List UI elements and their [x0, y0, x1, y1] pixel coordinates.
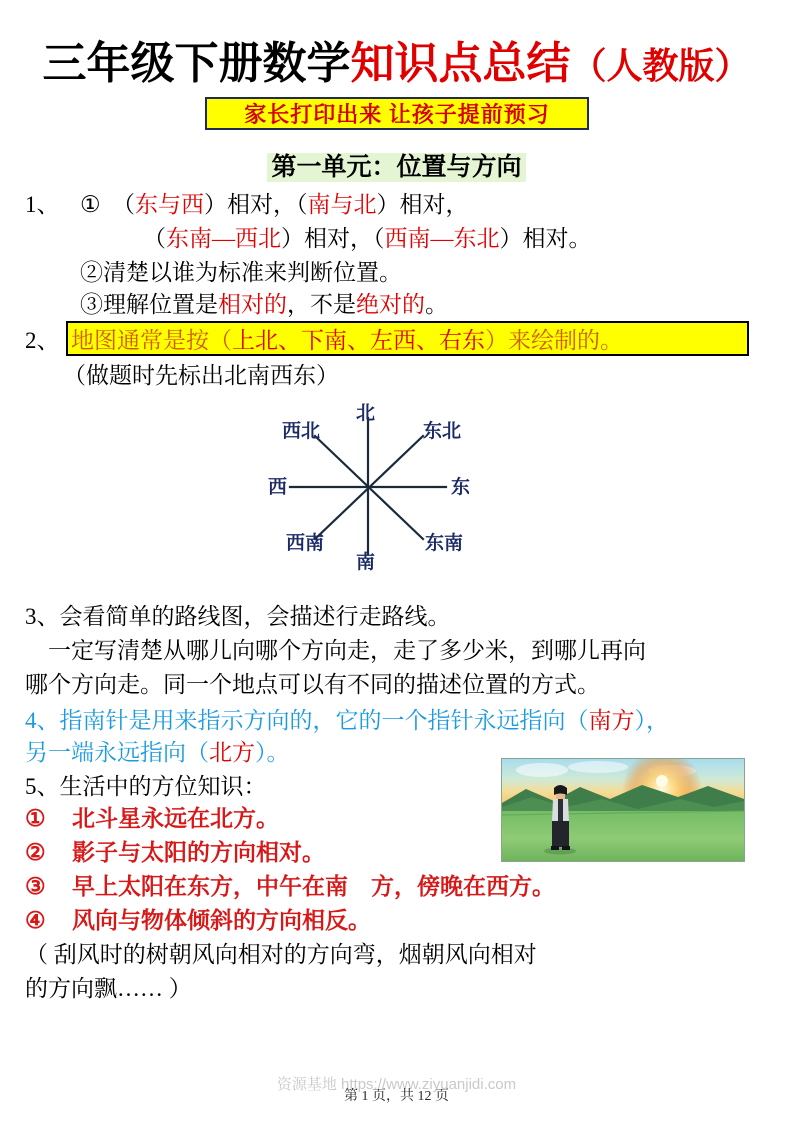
cloud-left — [516, 763, 568, 777]
print-notice-text: 家长打印出来 让孩子提前预习 — [244, 102, 550, 127]
item-1-circle-1: ① — [80, 192, 101, 217]
item-5-sub-2-text: 影子与太阳的方向相对。 — [72, 840, 325, 865]
boy-shoe-right — [562, 846, 570, 850]
cloud-mid — [568, 761, 628, 773]
t-red: 北方 — [209, 740, 255, 765]
t: （ — [112, 192, 135, 217]
boy-pants — [552, 821, 569, 847]
site-watermark: 资源基地 https://www.ziyuanjidi.com — [276, 1076, 517, 1093]
t-red: 南与北 — [307, 192, 377, 217]
item-3-line-2: 一定写清楚从哪儿向哪个方向走，走了多少米，到哪儿再向 — [48, 638, 646, 663]
item-5-sub-1-text: 北斗星永远在北方。 — [72, 806, 279, 831]
item-2-note: （做题时先标出北南西东） — [63, 363, 339, 388]
unit-heading-text: 第一单元：位置与方向 — [267, 153, 525, 182]
item-4-line-1 — [25, 706, 669, 736]
item-1-line-1 — [112, 190, 469, 220]
t: ）， — [634, 708, 669, 733]
title-part-red: 知识点总结 — [350, 39, 571, 88]
compass-label-northwest: 西北 — [282, 421, 321, 442]
compass-label-east: 东 — [451, 477, 471, 498]
item-1-line-2 — [143, 224, 592, 254]
sun-disc — [656, 775, 668, 787]
t-red: 东南—西北 — [166, 226, 281, 251]
item-1-sub-3 — [80, 290, 448, 320]
item-2-text-a: 地图通常是按（ — [71, 328, 232, 353]
item-1-number: 1、 — [25, 192, 60, 217]
item-3-line-1: 3、会看简单的路线图，会描述行走路线。 — [25, 604, 451, 629]
unit-heading — [0, 152, 793, 183]
item-2-text-b: 上北、下南、左西、右东 — [232, 328, 485, 353]
compass-label-southwest: 西南 — [286, 533, 325, 554]
item-5-sub-1-number: ① — [25, 806, 46, 831]
title-part-edition: （人教版） — [570, 46, 751, 86]
compass-label-northeast: 东北 — [423, 421, 462, 442]
page-number: 第 1 页，共 12 页 — [344, 1089, 449, 1104]
item-3-line-3: 哪个方向走。同一个地点可以有不同的描述位置的方式。 — [25, 672, 600, 697]
item-5-note-line-2: 的方向飘…… ） — [25, 976, 192, 1001]
item-5-sub-4-text: 风向与物体倾斜的方向相反。 — [72, 908, 371, 933]
item-1-sub-2: ②清楚以谁为标准来判断位置。 — [80, 260, 402, 285]
boy-shadow — [544, 848, 576, 855]
t: ）相对。 — [499, 226, 592, 251]
t: ）。 — [255, 740, 290, 765]
item-5-sub-3-text: 早上太阳在东方，中午在南 方，傍晚在西方。 — [72, 874, 555, 899]
print-notice-banner — [205, 97, 589, 130]
t: 。 — [425, 292, 448, 317]
t-red: 东与西 — [135, 192, 204, 217]
page-title — [0, 38, 793, 92]
t: 4、指南针是用来指示方向的，它的一个指针永远指向（ — [25, 708, 589, 733]
item-2-highlight-box — [66, 321, 749, 356]
item-5-title: 5、生活中的方位知识： — [25, 774, 267, 799]
t: ）相对，（ — [281, 226, 385, 251]
compass-label-west: 西 — [268, 477, 288, 498]
item-4-line-2 — [25, 738, 290, 768]
compass-label-north: 北 — [356, 403, 376, 424]
item-5-sub-4-number: ④ — [25, 908, 46, 933]
t: ，不是 — [287, 292, 356, 317]
t-red: 西南—东北 — [384, 226, 500, 251]
landscape-svg — [502, 759, 744, 861]
sunrise-landscape-illustration — [501, 758, 745, 862]
item-5-sub-2-number: ② — [25, 840, 46, 865]
item-5-note-line-1: （ 刮风时的树朝风向相对的方向弯，烟朝风向相对 — [25, 942, 537, 967]
t: ）相对， — [376, 192, 469, 217]
compass-label-southeast: 东南 — [425, 533, 464, 554]
t-red: 绝对的 — [356, 292, 425, 317]
item-2-number: 2、 — [25, 328, 60, 353]
t: ③理解位置是 — [80, 292, 218, 317]
t: 另一端永远指向（ — [25, 740, 209, 765]
boy-shoe-left — [551, 846, 559, 850]
title-part-black: 三年级下册数学 — [42, 39, 351, 88]
item-2-text-c: ）来绘制的。 — [485, 328, 623, 353]
t-red: 南方 — [588, 708, 635, 733]
t: （ — [143, 226, 166, 251]
field-region — [502, 811, 744, 861]
t: ）相对，（ — [204, 192, 308, 217]
compass-label-south: 南 — [356, 552, 376, 573]
compass-diagram — [268, 398, 518, 580]
item-5-sub-3-number: ③ — [25, 874, 46, 899]
boy-vest — [558, 799, 563, 821]
t-red: 相对的 — [218, 292, 287, 317]
